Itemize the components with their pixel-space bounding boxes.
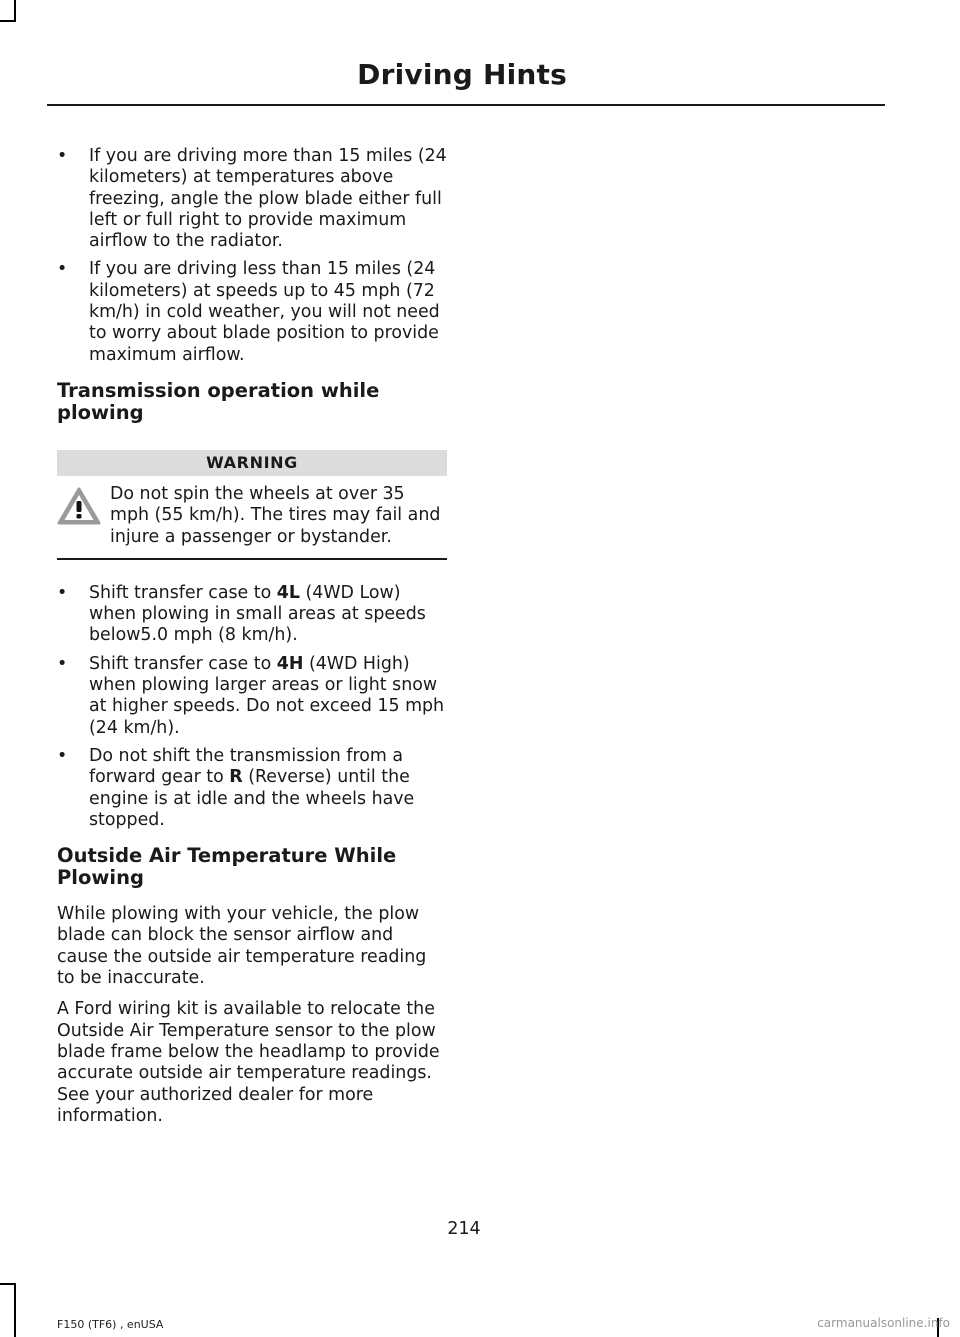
list-item: • Shift transfer case to 4H (4WD High) when plowing larger areas or light snow at higher speeds. Do not exceed 15 mph (24 km/h). bbox=[57, 653, 445, 738]
crop-mark bbox=[14, 0, 16, 22]
page-number: 214 bbox=[447, 1219, 481, 1239]
warning-box bbox=[57, 450, 447, 560]
bullet: • bbox=[57, 653, 68, 674]
plow-driving-list bbox=[57, 146, 447, 366]
body-paragraph: While plowing with your vehicle, the plow blade can block the sensor airflow and cause the outside air temperature reading to be inaccurate. bbox=[57, 904, 427, 989]
warning-text: Do not spin the wheels at over 35 mph (55 km/h). The tires may fail and injure a passenger or bystander. bbox=[110, 483, 441, 547]
warning-divider bbox=[57, 558, 447, 560]
page-title: Driving Hints bbox=[357, 58, 567, 91]
bullet: • bbox=[57, 259, 68, 280]
bullet: • bbox=[57, 745, 68, 766]
warning-label: WARNING bbox=[57, 450, 447, 476]
body-paragraph: A Ford wiring kit is available to relocate the Outside Air Temperature sensor to the plow blade frame below the headlamp to provide accurate outside air temperature readings. See your authorized dealer for more information. bbox=[57, 999, 440, 1126]
warning-triangle-icon bbox=[57, 486, 101, 526]
section-heading: Outside Air Temperature While Plowing bbox=[57, 844, 397, 890]
list-item: • Shift transfer case to 4L (4WD Low) when plowing in small areas at speeds below5.0 mph (8 km/h). bbox=[57, 582, 426, 646]
bullet: • bbox=[57, 146, 68, 166]
bullet: • bbox=[57, 582, 68, 603]
list-item: • If you are driving less than 15 miles (24 kilometers) at speeds up to 45 mph (72 km/h) in cold weather, you will not need to worry about blade position to provide maximum airflow. bbox=[57, 259, 440, 365]
watermark: carmanualsonline.info bbox=[817, 1316, 950, 1330]
content-column bbox=[57, 146, 447, 1137]
list-item: • If you are driving more than 15 miles (24 kilometers) at temperatures above freezing, angle the plow blade either full left or full right to provide maximum airflow to the radiator. bbox=[57, 146, 447, 252]
list-item: • Do not shift the transmission from a forward gear to R (Reverse) until the engine is at idle and the wheels have stopped. bbox=[57, 745, 415, 830]
footer-label: F150 (TF6) , enUSA bbox=[57, 1318, 164, 1331]
header-divider bbox=[47, 104, 885, 106]
section-heading: Transmission operation while plowing bbox=[57, 378, 380, 424]
transmission-list bbox=[57, 583, 447, 831]
crop-mark bbox=[0, 1283, 16, 1285]
crop-mark bbox=[0, 20, 16, 22]
crop-mark bbox=[14, 1283, 16, 1337]
